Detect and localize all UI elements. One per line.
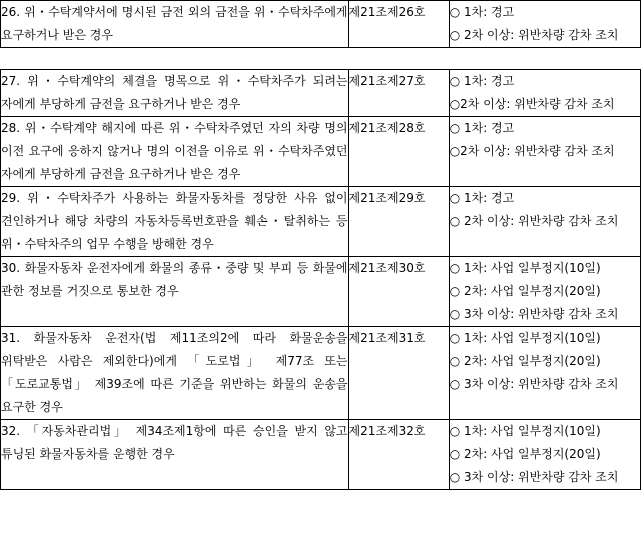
table-row <box>1 327 641 420</box>
penalty-cell <box>449 420 640 490</box>
article-reference: 제21조제27호 <box>348 70 449 117</box>
penalty-cell <box>449 257 640 327</box>
penalty-line: ○ 2차 이상: 위반차량 감차 조치 <box>449 214 619 228</box>
article-reference: 제21조제30호 <box>348 257 449 327</box>
penalty-line: ○ 2차: 사업 일부정지(20일) <box>449 354 601 368</box>
penalty-cell <box>449 327 640 420</box>
penalty-line: ○ 3차 이상: 위반차량 감차 조치 <box>449 470 619 484</box>
table-row <box>1 257 641 327</box>
penalty-line: ○2차 이상: 위반차량 감차 조치 <box>449 144 615 158</box>
violation-description: 30. 화물자동차 운전자에게 화물의 종류・중량 및 부피 등 화물에 관한 정보를 거짓으로 통보한 경우 <box>1 257 349 327</box>
penalty-line: ○ 1차: 경고 <box>449 74 515 88</box>
violation-description: 31. 화물자동차 운전자(법 제11조의2에 따라 화물운송을 위탁받은 사람은 제외한다)에게 「도로법」 제77조 또는 「도로교통법」 제39조에 따른 기준을 위반하는 화물의 운송을 요구한 경우 <box>1 327 349 420</box>
penalty-line: ○ 1차: 경고 <box>449 191 515 205</box>
penalty-cell <box>449 187 640 257</box>
table-row <box>1 1 641 48</box>
penalty-line: ○ 1차: 사업 일부정지(10일) <box>449 261 601 275</box>
penalty-cell <box>449 70 640 117</box>
penalty-line: ○ 2차: 사업 일부정지(20일) <box>449 447 601 461</box>
penalty-line: ○ 1차: 경고 <box>449 5 515 19</box>
penalty-line: ○ 3차 이상: 위반차량 감차 조치 <box>449 307 619 321</box>
penalty-line: ○ 1차: 사업 일부정지(10일) <box>449 331 601 345</box>
penalty-line: ○ 2차: 사업 일부정지(20일) <box>449 284 601 298</box>
article-reference: 제21조제28호 <box>348 117 449 187</box>
penalty-line: ○ 1차: 경고 <box>449 121 515 135</box>
penalty-cell <box>449 1 640 48</box>
violation-description: 28. 위・수탁계약 해지에 따른 위・수탁차주였던 자의 차량 명의 이전 요구에 응하지 않거나 명의 이전을 이유로 위・수탁차주였던 자에게 부당하게 금전을 요구하거나 받은 경우 <box>1 117 349 187</box>
violation-description: 27. 위・수탁계약의 체결을 명목으로 위・수탁차주가 되려는 자에게 부당하게 금전을 요구하거나 받은 경우 <box>1 70 349 117</box>
penalty-line: ○ 3차 이상: 위반차량 감차 조치 <box>449 377 619 391</box>
table-row <box>1 117 641 187</box>
table-row <box>1 420 641 490</box>
article-reference: 제21조제29호 <box>348 187 449 257</box>
article-reference: 제21조제31호 <box>348 327 449 420</box>
table-row <box>1 70 641 117</box>
violation-description: 26. 위・수탁계약서에 명시된 금전 외의 금전을 위・수탁차주에게 요구하거나 받은 경우 <box>1 1 349 48</box>
article-reference: 제21조제32호 <box>348 420 449 490</box>
penalty-line: ○ 1차: 사업 일부정지(10일) <box>449 424 601 438</box>
regulation-table-top <box>0 0 641 48</box>
article-reference: 제21조제26호 <box>348 1 449 48</box>
violation-description: 29. 위・수탁차주가 사용하는 화물자동차를 정당한 사유 없이 견인하거나 해당 차량의 자동차등록번호판을 훼손・탈취하는 등 위・수탁차주의 업무 수행을 방해한 경우 <box>1 187 349 257</box>
penalty-line: ○ 2차 이상: 위반차량 감차 조치 <box>449 28 619 42</box>
violation-description: 32. 「자동차관리법」 제34조제1항에 따른 승인을 받지 않고 튜닝된 화물자동차를 운행한 경우 <box>1 420 349 490</box>
penalty-line: ○2차 이상: 위반차량 감차 조치 <box>449 97 615 111</box>
regulation-table-main <box>0 69 641 490</box>
penalty-cell <box>449 117 640 187</box>
table-row <box>1 187 641 257</box>
